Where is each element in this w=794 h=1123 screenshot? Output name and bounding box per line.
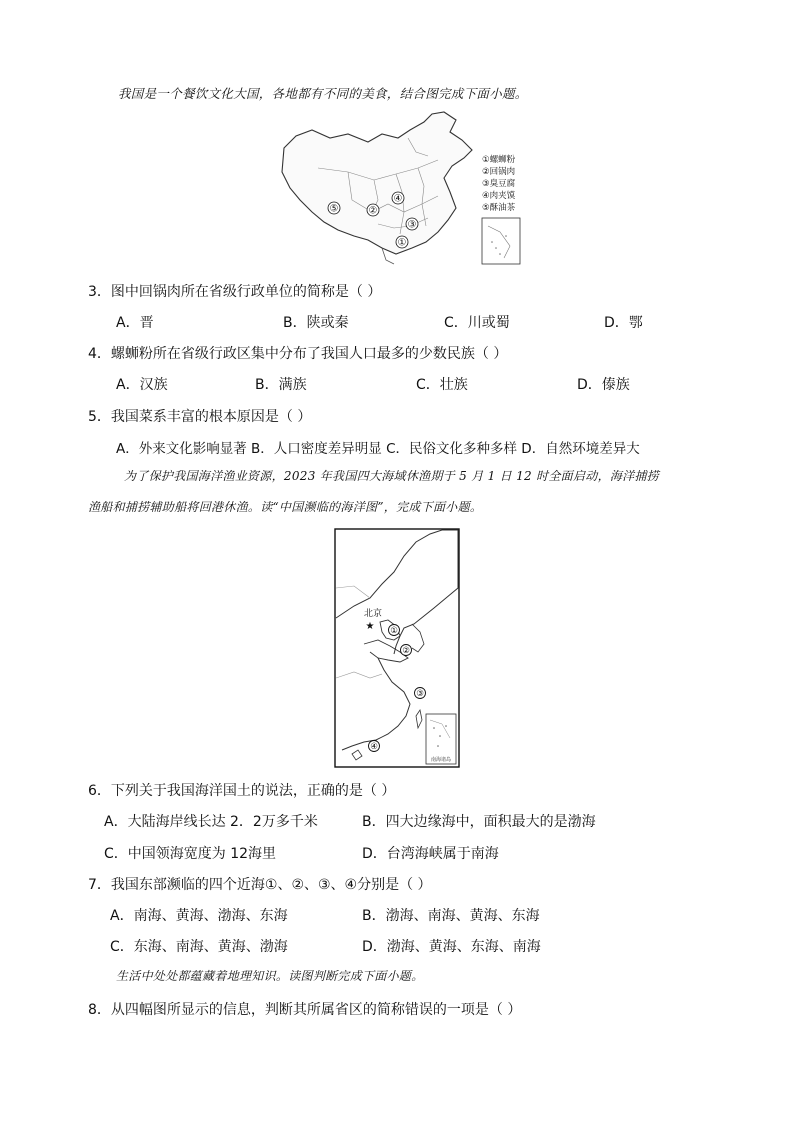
sea-marker-4: ④: [370, 742, 378, 752]
capital-star-icon: ★: [365, 621, 375, 632]
marker-1-label: ①: [397, 237, 407, 249]
china-outline-map: [278, 108, 524, 268]
question-6-option-d: D．台湾海峡属于南海: [362, 846, 499, 862]
question-3-option-a: A．晋: [116, 315, 154, 331]
intro-geo-life: 生活中处处都蕴藏着地理知识。读图判断完成下面小题。: [116, 969, 424, 983]
china-seas-map: [334, 528, 460, 768]
china-food-map: [278, 108, 524, 268]
question-6-stem: 6．下列关于我国海洋国土的说法，正确的是（ ）: [88, 783, 396, 799]
question-4-option-c: C．壮族: [416, 377, 468, 393]
question-3-option-d: D．鄂: [604, 315, 643, 331]
intro-fishing-line-2: 渔船和捕捞辅助船将回港休渔。读“中国濒临的海洋图”，完成下面小题。: [88, 500, 483, 514]
legend-item-5: ⑤酥油茶: [482, 203, 516, 213]
question-7-option-b: B．渤海、南海、黄海、东海: [362, 908, 540, 924]
question-4-option-d: D．傣族: [577, 377, 630, 393]
sea-marker-1: ①: [390, 626, 398, 636]
question-3-option-c: C．川或蜀: [444, 315, 510, 331]
question-4-option-b: B．满族: [255, 377, 307, 393]
sea-marker-2: ②: [402, 646, 410, 656]
question-6-option-b: B．四大边缘海中，面积最大的是渤海: [362, 814, 596, 830]
question-8-stem: 8．从四幅图所显示的信息，判断其所属省区的简称错误的一项是（ ）: [88, 1002, 522, 1018]
marker-3-label: ③: [407, 219, 417, 231]
legend-item-1: ①螺蛳粉: [482, 155, 516, 165]
question-7-stem: 7．我国东部濒临的四个近海①、②、③、④分别是（ ）: [88, 877, 432, 893]
beijing-label: 北京: [364, 609, 383, 619]
question-7-option-a: A．南海、黄海、渤海、东海: [110, 908, 288, 924]
question-4-option-a: A．汉族: [116, 377, 168, 393]
question-6-option-c: C．中国领海宽度为 12海里: [104, 846, 277, 862]
intro-fishing-line-1: 为了保护我国海洋渔业资源，2023 年我国四大海域休渔期于 5 月 1 日 12 时全面启动，海洋捕捞: [124, 469, 660, 483]
marker-4-label: ④: [393, 193, 403, 205]
question-7-option-c: C．东海、南海、黄海、渤海: [110, 939, 288, 955]
marker-5-label: ⑤: [329, 203, 339, 215]
question-3-stem: 3．图中回锅肉所在省级行政单位的简称是（ ）: [88, 284, 382, 300]
sea-marker-3: ③: [416, 689, 424, 699]
legend-item-4: ④肉夹馍: [482, 191, 516, 201]
south-sea-inset: [482, 218, 520, 264]
question-5-stem: 5．我国菜系丰富的根本原因是（ ）: [88, 409, 312, 425]
question-4-stem: 4．螺蛳粉所在省级行政区集中分布了我国人口最多的少数民族（ ）: [88, 346, 508, 362]
question-7-option-d: D．渤海、黄海、东海、南海: [362, 939, 541, 955]
marker-2-label: ②: [368, 205, 378, 217]
intro-food: 我国是一个餐饮文化大国，各地都有不同的美食，结合图完成下面小题。: [118, 86, 528, 101]
legend-item-2: ②回锅肉: [482, 167, 516, 177]
seas-map-svg: [334, 528, 460, 768]
question-3-option-b: B．陕或秦: [283, 315, 349, 331]
inset-label: 南海诸岛: [430, 757, 452, 763]
legend-item-3: ③臭豆腐: [482, 179, 516, 189]
question-6-option-a: A．大陆海岸线长达 2．2万多千米: [104, 814, 318, 830]
question-5-options: A．外来文化影响显著 B．人口密度差异明显 C．民俗文化多种多样 D．自然环境差异大: [116, 441, 640, 457]
